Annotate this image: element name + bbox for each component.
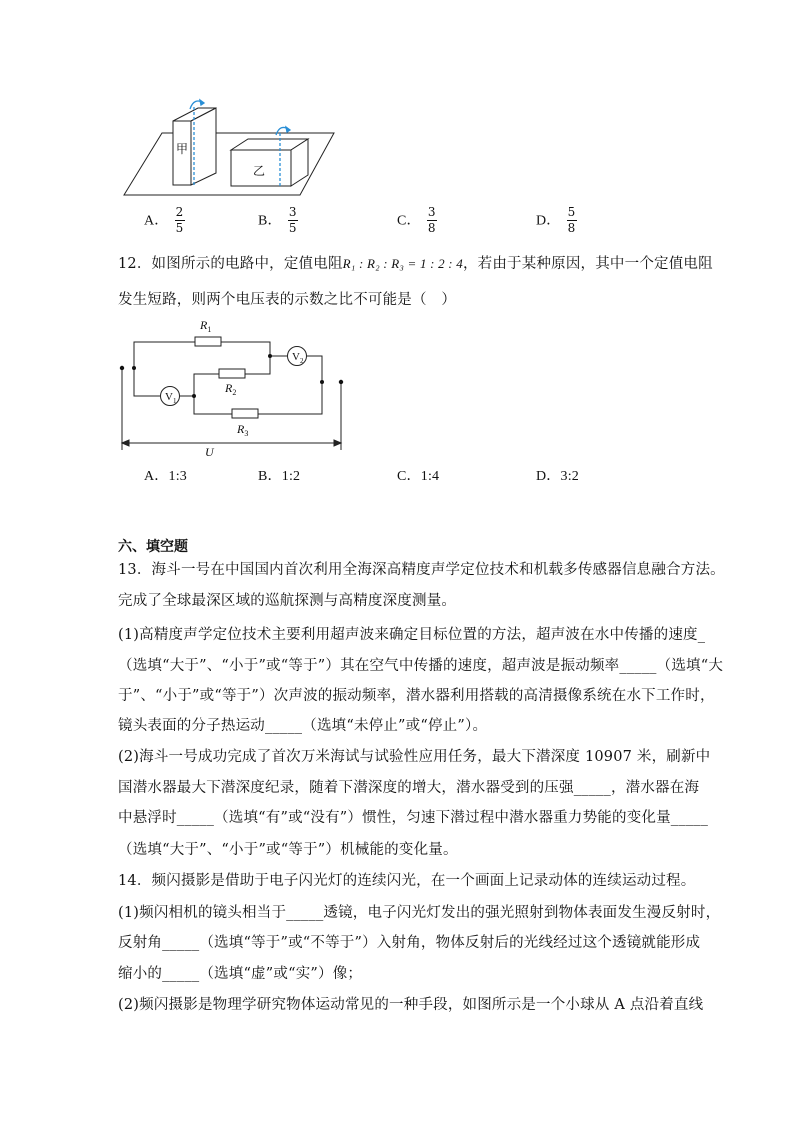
label-yi: 乙 [253, 164, 266, 178]
node-left [132, 366, 136, 370]
q14-line: (2)频闪摄影是物理学研究物体运动常见的一种手段，如图所示是一个小球从 A 点沿着直线 [118, 997, 704, 1013]
resistor-r3 [232, 409, 258, 418]
q13-line: （选填“大于”、“小于”或“等于”）机械能的变化量。 [118, 842, 458, 858]
label-u: U [205, 445, 214, 458]
q13-line: 国潜水器最大下潜深度纪录，随着下潜深度的增大，潜水器受到的压强_____，潜水器在海 [118, 780, 700, 796]
q12-stem-line1: 12．如图所示的电路中，定值电阻R₁ : R₂ : R₃ = 1 : 2 : 4，若由于某种原因，其中一个定值电阻 [118, 256, 713, 272]
q14-line: (1)频闪相机的镜头相当于_____透镜，电子闪光灯发出的强光照射到物体表面发生漫反射时， [118, 905, 721, 921]
resistor-r1 [195, 337, 221, 346]
label-r3: $R_3$ [237, 422, 249, 438]
q12-stem-line2: 发生短路，则两个电压表的示数之比不可能是（ ） [118, 292, 457, 308]
label-r2: $R_2$ [225, 381, 237, 397]
q12-option-d: D．3:2 [536, 469, 580, 484]
q13-line: 13．海斗一号在中国国内首次利用全海深高精度声学定位技术和机载多传感器信息融合方法。 [118, 562, 725, 578]
q13-line: 镜头表面的分子热运动_____（选填“未停止”或“停止”）。 [118, 718, 488, 734]
q12-option-c: C．1:4 [397, 469, 440, 484]
q11-option-a: A． $\frac{2}{5}$ [144, 205, 184, 235]
blocks-figure [118, 95, 338, 200]
q11-option-b: B． $\frac{3}{5}$ [258, 205, 297, 235]
q13-line: (1)高精度声学定位技术主要利用超声波来确定目标位置的方法，超声波在水中传播的速度_ [118, 627, 706, 643]
q14-line: 反射角_____（选填“等于”或“不等于”）入射角，物体反射后的光线经过这个透镜就能形成 [118, 935, 701, 951]
resistor-ratio: R₁ : R₂ : R₃ = 1 : 2 : 4 [342, 256, 463, 271]
node-right [320, 380, 324, 384]
q13-line: 于”、“小于”或“等于”）次声波的振动频率，潜水器利用搭载的高清摄像系统在水下工作时， [118, 688, 715, 704]
label-v1: $V_1$ [165, 391, 177, 405]
q11-option-c: C． $\frac{3}{8}$ [397, 205, 436, 235]
circuit-diagram [112, 312, 352, 458]
q11-option-d: D． $\frac{5}{8}$ [536, 205, 576, 235]
q12-option-b: B．1:2 [258, 469, 301, 484]
node-mid [192, 394, 196, 398]
q13-line: (2)海斗一号成功完成了首次万米海试与试验性应用任务，最大下潜深度 10907 米，刷新中 [118, 749, 711, 765]
label-v2: $V_2$ [292, 351, 304, 365]
terminal-left [120, 366, 124, 370]
q14-line: 14．频闪摄影是借助于电子闪光灯的连续闪光，在一个画面上记录动体的连续运动过程。 [118, 873, 696, 889]
q13-line: 完成了全球最深区域的巡航探测与高精度深度测量。 [118, 593, 457, 609]
block-yi [231, 139, 308, 186]
q14-line: 缩小的_____（选填“虚”或“实”）像； [118, 966, 363, 982]
q12-option-a: A．1:3 [144, 469, 188, 484]
label-jia: 甲 [176, 142, 189, 156]
terminal-right [339, 380, 343, 384]
resistor-r2 [219, 369, 245, 378]
label-r1: $R_1$ [200, 318, 212, 334]
section-heading: 六、填空题 [118, 539, 188, 555]
q13-line: （选填“大于”、“小于”或“等于”）其在空气中传播的速度，超声波是振动频率_____（选填“大 [118, 658, 724, 674]
q13-line: 中悬浮时_____（选填“有”或“没有”）惯性，匀速下潜过程中潜水器重力势能的变化量_____ [118, 810, 709, 826]
node-top [268, 354, 272, 358]
q11-options [144, 206, 704, 240]
